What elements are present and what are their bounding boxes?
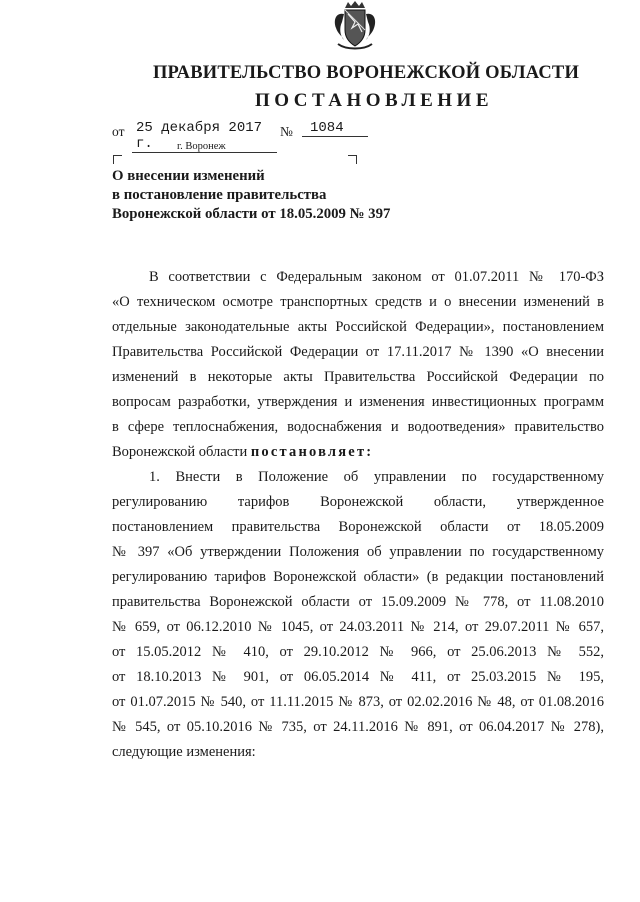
subject-line: в постановление правительства <box>112 187 327 203</box>
body-line: в сфере теплоснабжения, водоснабжения и водоотведения» правительство <box>112 419 604 435</box>
body-line: регулированию тарифов Воронежской области, утвержденное <box>112 494 604 510</box>
date-label: от <box>112 124 125 139</box>
body-line: № 545, от 05.10.2016 № 735, от 24.11.2016 № 891, от 06.04.2017 № 278), <box>112 719 604 735</box>
body-line: № 397 «Об утверждении Положения об управлении по государственному <box>112 544 604 560</box>
body-line: следующие изменения: <box>112 744 256 760</box>
corner-mark-left <box>113 155 122 164</box>
government-name: ПРАВИТЕЛЬСТВО ВОРОНЕЖСКОЙ ОБЛАСТИ <box>152 63 580 83</box>
body-line: № 659, от 06.12.2010 № 1045, от 24.03.2011 № 214, от 29.07.2011 № 657, <box>112 619 604 635</box>
body-line: «О техническом осмотре транспортных средств и о внесении изменений в <box>112 294 604 310</box>
body-line: от 18.10.2013 № 901, от 06.05.2014 № 411, от 25.03.2015 № 195, <box>112 669 604 685</box>
body-line: от 15.05.2012 № 410, от 29.10.2012 № 966, от 25.06.2013 № 552, <box>112 644 604 660</box>
body-line: правительства Воронежской области от 15.09.2009 № 778, от 11.08.2010 <box>112 594 604 610</box>
document-number: 1084 <box>302 120 368 137</box>
body-line: 1. Внести в Положение об управлении по государственному <box>149 469 604 485</box>
document-type: ПОСТАНОВЛЕНИЕ <box>254 90 494 111</box>
document-date: 25 декабря 2017 г. <box>132 120 277 153</box>
body-line: вопросам разработки, утверждения и изменения инвестиционных программ <box>112 394 604 410</box>
body-line: В соответствии с Федеральным законом от 01.07.2011 № 170-ФЗ <box>149 269 604 285</box>
document-body <box>112 265 604 765</box>
voronezh-coat-of-arms-icon <box>330 0 380 52</box>
city-label: г. Воронеж <box>177 141 226 152</box>
body-line: регулированию тарифов Воронежской области» (в редакции постановлений <box>112 569 604 585</box>
subject-line: Воронежской области от 18.05.2009 № 397 <box>112 206 391 222</box>
document-subject <box>112 167 412 224</box>
body-line: отдельные законодательные акты Российской Федерации», постановлением <box>112 319 604 335</box>
body-line: Правительства Российской Федерации от 17.11.2017 № 1390 «О внесении <box>112 344 604 360</box>
body-line <box>112 440 604 465</box>
body-line: постановлением правительства Воронежской области от 18.05.2009 <box>112 519 604 535</box>
body-line: изменений в некоторые акты Правительства Российской Федерации по <box>112 369 604 385</box>
corner-mark-right <box>348 155 357 164</box>
body-line: от 01.07.2015 № 540, от 11.11.2015 № 873, от 02.02.2016 № 48, от 01.08.2016 <box>112 694 604 710</box>
resolution-word: постановляет: <box>250 444 374 460</box>
number-label: № <box>280 124 293 139</box>
subject-line: О внесении изменений <box>112 168 265 184</box>
body-text: Воронежской области <box>112 444 248 460</box>
